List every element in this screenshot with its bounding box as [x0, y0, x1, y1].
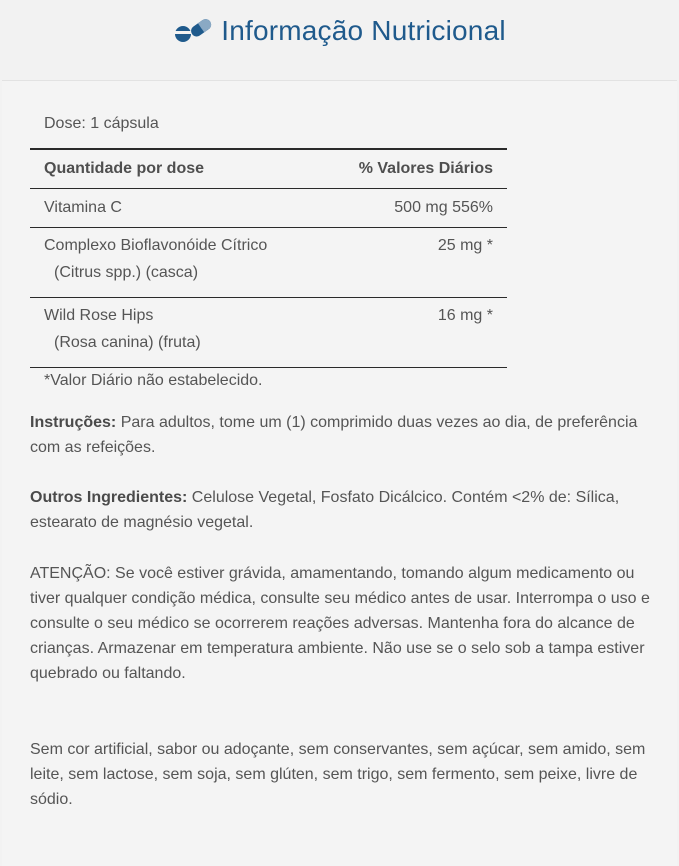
column-header-quantity: Quantidade por dose — [44, 160, 205, 177]
nutrient-name: Wild Rose Hips — [44, 307, 154, 324]
instructions-label: Instruções: — [30, 414, 117, 431]
warning-paragraph: ATENÇÃO: Se você estiver grávida, amamentando, tomando algum medicamento ou tiver qualquer condição médica, consulte seu médico antes de usar. Interrompa o uso e consulte o seu médico se ocorrerem reações adversas. Mantenha fora do alcance de crianças. Armazenar em temperatura ambiente. Não use se o selo sob a tampa estiver quebrado ou faltando. — [30, 565, 650, 682]
nutrient-source: (Citrus spp.) (casca) — [54, 264, 199, 281]
nutrient-name: Vitamina C — [44, 199, 122, 216]
other-ingredients-paragraph — [30, 485, 650, 535]
table-row — [30, 189, 507, 228]
dose-label: Dose: 1 cápsula — [44, 115, 159, 132]
nutrient-name: Complexo Bioflavonóide Cítrico — [44, 237, 268, 254]
header — [0, 0, 679, 66]
header-inner — [173, 15, 506, 47]
nutrient-amount: 16 mg * — [437, 307, 493, 324]
instructions-paragraph — [30, 410, 650, 460]
pill-capsule-icon — [173, 18, 213, 44]
instructions-text: Para adultos, tome um (1) comprimido duas vezes ao dia, de preferência com as refeições. — [30, 414, 638, 456]
footnote: *Valor Diário não estabelecido. — [44, 372, 263, 389]
other-ingredients-text: Celulose Vegetal, Fosfato Dicálcico. Contém <2% de: Sílica, estearato de magnésio vegetal. — [30, 489, 620, 531]
free-from-paragraph: Sem cor artificial, sabor ou adoçante, sem conservantes, sem açúcar, sem amido, sem leite, sem lactose, sem soja, sem glúten, sem trigo, sem fermento, sem peixe, livre de sódio. — [30, 741, 646, 808]
table-row — [30, 298, 507, 368]
other-ingredients-label: Outros Ingredientes: — [30, 489, 188, 506]
nutrition-table — [30, 148, 507, 368]
nutrient-amount: 500 mg 556% — [394, 199, 493, 216]
nutrient-source: (Rosa canina) (fruta) — [54, 334, 201, 351]
table-row — [30, 228, 507, 298]
nutrient-amount: 25 mg * — [437, 237, 493, 254]
page-title: Informação Nutricional — [221, 15, 506, 46]
table-header — [30, 150, 507, 189]
column-header-daily-value: % Valores Diários — [358, 160, 493, 177]
